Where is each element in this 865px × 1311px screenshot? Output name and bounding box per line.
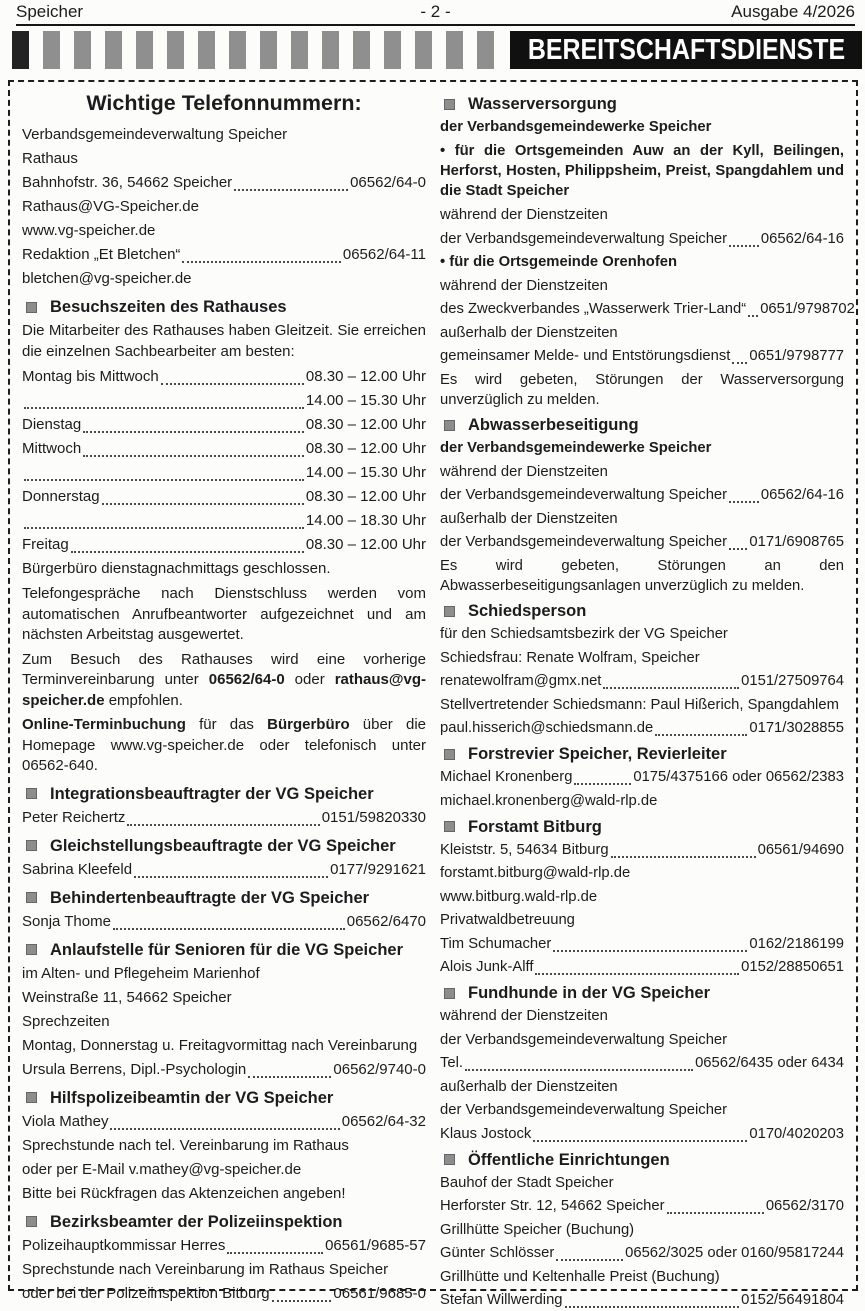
entry-value: 0152/56491804 <box>741 1292 844 1308</box>
stripe <box>446 31 463 69</box>
section-marker-icon <box>26 788 37 799</box>
text-line: Schiedsfrau: Renate Wolfram, Speicher <box>440 649 700 666</box>
section-heading <box>440 415 844 435</box>
dot-leader <box>533 1127 747 1142</box>
dot-leader <box>556 1246 623 1261</box>
left-column <box>22 89 427 1302</box>
stripe <box>291 31 308 69</box>
section-heading-label: Fundhunde in der VG Speicher <box>468 984 711 1002</box>
issue-label: Ausgabe 4/2026 <box>731 2 856 21</box>
paragraph: • für die Ortsgemeinden Auw an der Kyll, Beilingen, Herforst, Hosten, Philippsheim, Preist, Spangdahlem und die Stadt Speicher <box>440 143 844 199</box>
dot-leader <box>102 490 304 505</box>
section-heading-label: Hilfspolizeibeamtin der VG Speicher <box>50 1088 334 1107</box>
directory-entry <box>440 670 844 692</box>
entry-label: oder bei der Polizeiinspektion Bitburg <box>22 1284 270 1302</box>
directory-entry <box>22 172 426 194</box>
dot-leader <box>729 488 759 503</box>
entry-label: Mittwoch <box>22 440 82 457</box>
section-heading <box>22 297 426 317</box>
section-marker-icon <box>26 302 37 313</box>
stripe <box>105 31 122 69</box>
section-heading-label: Schiedsperson <box>468 602 587 620</box>
text-line: oder per E-Mail v.mathey@vg-speicher.de <box>22 1160 302 1178</box>
text-line: während der Dienstzeiten <box>440 463 608 480</box>
entry-label: gemeinsamer Melde- und Entstörungsdienst <box>440 348 731 364</box>
directory-entry <box>22 366 426 388</box>
text-line: www.vg-speicher.de <box>22 222 156 239</box>
section-marker-icon <box>444 606 455 617</box>
entry-value: 0171/6908765 <box>749 534 844 550</box>
dot-leader <box>110 1115 339 1130</box>
page-location: Speicher <box>16 2 84 21</box>
directory-entry <box>440 1195 844 1217</box>
section-heading-label: Forstrevier Speicher, Revierleiter <box>468 745 727 763</box>
section-heading <box>440 1150 844 1170</box>
dot-leader <box>732 349 747 364</box>
stripe <box>136 31 153 69</box>
stripe <box>12 31 29 69</box>
dot-leader <box>248 1063 331 1078</box>
text-line: • für die Ortsgemeinde Orenhofen <box>440 254 678 270</box>
stripe <box>74 31 91 69</box>
stripe <box>353 31 370 69</box>
text-line: Sprechstunde nach tel. Vereinbarung im Rathaus <box>22 1136 349 1154</box>
directory-entry <box>22 1283 426 1305</box>
text-line: während der Dienstzeiten <box>440 277 608 294</box>
text-line: während der Dienstzeiten <box>440 1008 608 1024</box>
entry-value: 0151/59820330 <box>321 808 426 826</box>
directory-entry <box>22 911 426 933</box>
section-heading <box>440 744 844 764</box>
text-line: Sprechzeiten <box>22 1012 110 1030</box>
text-line: der Verbandsgemeindewerke Speicher <box>440 440 712 456</box>
dot-leader <box>227 1239 323 1254</box>
dot-leader <box>748 302 758 317</box>
dot-leader <box>729 232 759 247</box>
text-line: außerhalb der Dienstzeiten <box>440 1078 618 1095</box>
right-column <box>440 89 855 1308</box>
entry-label: Dienstag <box>22 416 82 433</box>
section-marker-icon <box>26 840 37 851</box>
directory-entry <box>440 484 844 506</box>
paragraph: Es wird gebeten, Störungen der Wasserversorgung unverzüglich zu melden. <box>440 372 844 408</box>
paragraph: Online-Terminbuchung für das Bürgerbüro über die Homepage www.vg-speicher.de oder telefonisch unter 06562-640. <box>22 716 426 774</box>
entry-label: Tim Schumacher <box>440 935 552 952</box>
entry-value: 14.00 – 15.30 Uhr <box>305 464 426 481</box>
directory-entry <box>22 462 426 484</box>
paragraph: Es wird gebeten, Störungen an den Abwasserbeseitigungsanlagen unverzüglich zu melden. <box>440 558 844 594</box>
text-line: www.bitburg.wald-rlp.de <box>440 888 598 905</box>
text-line: Grillhütte und Keltenhalle Preist (Buchung) <box>440 1268 720 1285</box>
stripe <box>415 31 432 69</box>
section-marker-icon <box>26 892 37 903</box>
section-marker-icon <box>444 988 455 999</box>
dot-leader <box>83 442 304 457</box>
page-number: - 2 - <box>420 2 451 21</box>
entry-value: 08.30 – 12.00 Uhr <box>305 368 426 385</box>
stripe <box>167 31 184 69</box>
text-line: Bauhof der Stadt Speicher <box>440 1174 614 1191</box>
directory-entry <box>440 228 844 250</box>
entry-label: renatewolfram@gmx.net <box>440 673 602 689</box>
paragraph: Zum Besuch des Rathauses wird eine vorherige Terminvereinbarung unter 06562/64-0 oder rathaus@vg-speicher.de empfohlen. <box>22 650 427 709</box>
directory-entry <box>440 839 844 861</box>
directory-entry <box>22 390 426 412</box>
entry-label: Montag bis Mittwoch <box>22 368 159 385</box>
entry-value: 08.30 – 12.00 Uhr <box>305 488 426 505</box>
entry-value: 0651/9798777 <box>749 348 844 364</box>
page-header <box>16 4 855 26</box>
entry-label: paul.hisserich@schiedsmann.de <box>440 720 654 736</box>
entry-label: Stefan Willwerding <box>440 1292 563 1308</box>
entry-label: Sabrina Kleefeld <box>22 860 133 878</box>
dot-leader <box>24 466 304 481</box>
dot-leader <box>272 1287 332 1302</box>
entry-value: 06562/3170 <box>765 1198 844 1214</box>
stripe <box>43 31 60 69</box>
section-heading <box>22 784 426 804</box>
dot-leader <box>161 370 304 385</box>
entry-value: 0171/3028855 <box>749 720 844 736</box>
entry-value: 08.30 – 12.00 Uhr <box>305 536 426 553</box>
section-heading <box>440 601 844 621</box>
entry-value: 14.00 – 18.30 Uhr <box>305 512 426 529</box>
text-line: Bürgerbüro dienstagnachmittags geschlossen. <box>22 560 331 577</box>
entry-value: 0651/9798702 <box>760 301 855 317</box>
entry-label: Freitag <box>22 536 69 553</box>
entry-value: 06561/94690 <box>757 841 844 858</box>
directory-entry <box>22 414 426 436</box>
entry-label: der Verbandsgemeindeverwaltung Speicher <box>440 534 728 550</box>
dot-leader <box>113 915 345 930</box>
entry-label: Ursula Berrens, Dipl.-Psychologin <box>22 1060 247 1078</box>
section-marker-icon <box>444 749 455 760</box>
banner-title-box <box>510 31 862 69</box>
directory-entry <box>22 1111 426 1133</box>
entry-value: 0175/4375166 oder 06562/2383 <box>633 769 844 785</box>
dot-leader <box>574 770 631 785</box>
text-line: Sprechstunde nach Vereinbarung im Rathaus Speicher <box>22 1260 389 1278</box>
entry-value: 0151/27509764 <box>741 673 844 689</box>
text-line: Montag, Donnerstag u. Freitagvormittag nach Vereinbarung <box>22 1036 418 1054</box>
section-heading-label: Gleichstellungsbeauftragte der VG Speicher <box>50 836 396 855</box>
text-line: Rathaus@VG-Speicher.de <box>22 198 199 215</box>
stripe <box>260 31 277 69</box>
section-heading-label: Öffentliche Einrichtungen <box>468 1150 670 1169</box>
text-line: forstamt.bitburg@wald-rlp.de <box>440 865 631 881</box>
entry-label: der Verbandsgemeindeverwaltung Speicher <box>440 230 728 247</box>
directory-entry <box>440 1123 844 1145</box>
section-heading-label: Anlaufstelle für Senioren für die VG Speicher <box>50 940 403 959</box>
text-line: Privatwaldbetreuung <box>440 912 575 928</box>
section-heading <box>440 817 844 837</box>
section-heading <box>440 94 844 114</box>
entry-value: 06562/6435 oder 6434 <box>695 1055 844 1071</box>
text-line: michael.kronenberg@wald-rlp.de <box>440 792 658 809</box>
entry-value: 0162/2186199 <box>749 935 844 952</box>
column-title: Wichtige Telefonnummern: <box>86 91 362 115</box>
section-heading-label: Wasserversorgung <box>468 95 617 113</box>
entry-value: 06562/64-32 <box>341 1112 426 1130</box>
entry-label: Sonja Thome <box>22 912 111 930</box>
dot-leader <box>24 394 304 409</box>
section-heading <box>440 983 844 1003</box>
entry-value: 14.00 – 15.30 Uhr <box>305 392 426 409</box>
entry-value: 06562/64-16 <box>760 487 844 503</box>
dot-leader <box>134 863 328 878</box>
section-heading-label: Abwasserbeseitigung <box>468 416 639 434</box>
dot-leader <box>655 721 747 736</box>
directory-entry <box>22 438 426 460</box>
text-line: Grillhütte Speicher (Buchung) <box>440 1221 635 1238</box>
entry-value: 08.30 – 12.00 Uhr <box>305 440 426 457</box>
entry-label: des Zweckverbandes „Wasserwerk Trier-Land“ <box>440 301 747 317</box>
text-line: Stellvertretender Schiedsmann: Paul Hißerich, Spangdahlem <box>440 696 839 713</box>
text-line: Bitte bei Rückfragen das Aktenzeichen angeben! <box>22 1184 346 1202</box>
text-line: der Verbandsgemeindewerke Speicher <box>440 119 712 135</box>
entry-label: der Verbandsgemeindeverwaltung Speicher <box>440 487 728 503</box>
dot-leader <box>71 538 304 553</box>
entry-label: Redaktion „Et Bletchen“ <box>22 246 181 263</box>
paragraph: Die Mitarbeiter des Rathauses haben Gleitzeit. Sie erreichen die einzelnen Sachbearbeiter am besten: <box>22 322 426 360</box>
directory-entry <box>440 298 855 320</box>
entry-value: 0170/4020203 <box>749 1125 844 1142</box>
directory-entry <box>22 807 426 829</box>
entry-value: 06562/64-11 <box>342 246 426 263</box>
section-heading <box>22 1212 426 1232</box>
entry-label: Kleiststr. 5, 54634 Bitburg <box>440 841 609 858</box>
stripe <box>198 31 215 69</box>
section-marker-icon <box>26 1216 37 1227</box>
section-marker-icon <box>444 1154 455 1165</box>
section-heading-label: Integrationsbeauftragter der VG Speicher <box>50 784 374 803</box>
dot-leader <box>729 535 747 550</box>
section-heading <box>22 888 426 908</box>
stripe <box>384 31 401 69</box>
section-marker-icon <box>26 944 37 955</box>
entry-value: 0152/28850651 <box>741 959 844 975</box>
dot-leader <box>465 1056 693 1071</box>
dot-leader <box>535 960 739 975</box>
entry-label: Michael Kronenberg <box>440 769 573 785</box>
entry-label: Alois Junk-Alff <box>440 959 534 975</box>
stripe <box>322 31 339 69</box>
text-line: Weinstraße 11, 54662 Speicher <box>22 988 232 1006</box>
text-line: Rathaus <box>22 150 78 167</box>
directory-entry <box>440 717 844 739</box>
text-line: für den Schiedsamtsbezirk der VG Speicher <box>440 626 728 642</box>
section-heading-label: Besuchszeiten des Rathauses <box>50 298 287 316</box>
dot-leader <box>234 176 348 191</box>
section-heading <box>22 940 426 960</box>
entry-label: Bahnhofstr. 36, 54662 Speicher <box>22 174 233 191</box>
directory-entry <box>22 534 426 556</box>
entry-value: 06561/9685-0 <box>333 1284 426 1302</box>
directory-entry <box>440 1289 844 1311</box>
dot-leader <box>565 1293 740 1308</box>
section-marker-icon <box>444 420 455 431</box>
directory-entry <box>440 933 844 955</box>
entry-label: Herforster Str. 12, 54662 Speicher <box>440 1198 665 1214</box>
directory-entry <box>440 531 844 553</box>
section-heading-label: Behindertenbeauftragte der VG Speicher <box>50 888 370 907</box>
section-marker-icon <box>444 821 455 832</box>
section-marker-icon <box>26 1092 37 1103</box>
section-heading <box>22 836 426 856</box>
dot-leader <box>24 514 304 529</box>
entry-value: 06562/6470 <box>346 912 426 930</box>
text-line: bletchen@vg-speicher.de <box>22 270 192 287</box>
section-heading <box>22 1088 426 1108</box>
text-line: Verbandsgemeindeverwaltung Speicher <box>22 126 288 143</box>
stripe <box>477 31 494 69</box>
directory-entry <box>440 956 844 978</box>
section-heading-label: Bezirksbeamter der Polizeiinspektion <box>50 1212 343 1231</box>
text-line: außerhalb der Dienstzeiten <box>440 510 618 527</box>
entry-value: 06562/3025 oder 0160/95817244 <box>625 1245 844 1261</box>
section-marker-icon <box>444 99 455 110</box>
stripe <box>229 31 246 69</box>
paragraph: Telefongespräche nach Dienstschluss werden vom automatischen Anrufbeantworter aufgezeichnet und am nächsten Arbeitstag ausgewertet. <box>22 585 426 643</box>
directory-entry <box>440 766 844 788</box>
directory-entry <box>22 486 426 508</box>
entry-label: Viola Mathey <box>22 1112 109 1130</box>
dot-leader <box>182 248 340 263</box>
entry-value: 06562/64-0 <box>350 174 426 191</box>
directory-entry <box>440 345 844 367</box>
text-line: während der Dienstzeiten <box>440 207 608 223</box>
entry-value: 0177/9291621 <box>330 860 426 878</box>
banner-title: BEREITSCHAFTSDIENSTE <box>527 33 845 66</box>
text-line: der Verbandsgemeindeverwaltung Speicher <box>440 1102 728 1118</box>
text-line: außerhalb der Dienstzeiten <box>440 324 618 341</box>
dot-leader <box>127 811 319 826</box>
content-box <box>8 80 858 1308</box>
entry-value: 06561/9685-57 <box>325 1236 426 1254</box>
directory-entry <box>22 1059 426 1081</box>
dot-leader <box>667 1199 764 1214</box>
entry-value: 06562/9740-0 <box>333 1060 426 1078</box>
dot-leader <box>553 937 747 952</box>
directory-entry <box>22 244 426 266</box>
directory-entry <box>440 1242 844 1264</box>
dot-leader <box>603 674 739 689</box>
dot-leader <box>611 843 756 858</box>
directory-entry <box>440 1052 844 1074</box>
entry-value: 08.30 – 12.00 Uhr <box>305 416 426 433</box>
decorative-stripes <box>12 31 494 69</box>
dot-leader <box>83 418 304 433</box>
entry-label: Peter Reichertz <box>22 808 126 826</box>
text-line: im Alten- und Pflegeheim Marienhof <box>22 964 260 982</box>
directory-entry <box>22 859 426 881</box>
text-line: der Verbandsgemeindeverwaltung Speicher <box>440 1031 728 1048</box>
entry-value: 06562/64-16 <box>760 230 844 247</box>
section-heading-label: Forstamt Bitburg <box>468 817 602 836</box>
section-banner <box>0 31 865 69</box>
entry-label: Klaus Jostock <box>440 1125 532 1142</box>
directory-entry <box>22 1235 426 1257</box>
directory-entry <box>22 510 426 532</box>
entry-label: Polizeihauptkommissar Herres <box>22 1236 226 1254</box>
entry-label: Donnerstag <box>22 488 100 505</box>
entry-label: Günter Schlösser <box>440 1245 555 1261</box>
entry-label: Tel. <box>440 1055 464 1071</box>
